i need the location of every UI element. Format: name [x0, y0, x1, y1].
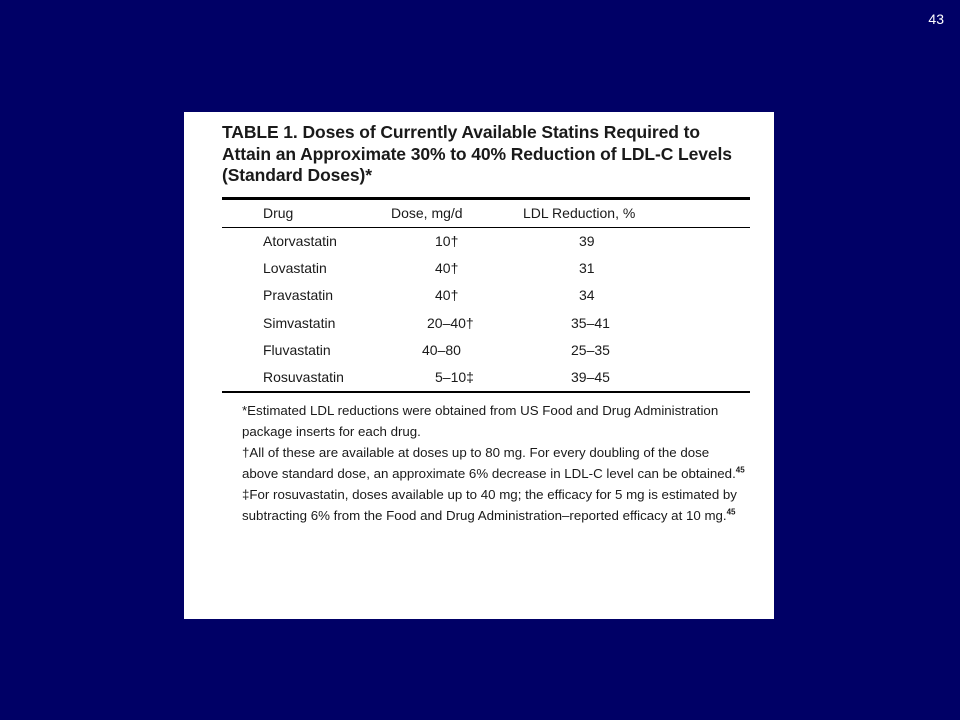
cell-ldl-reduction-value: 34	[579, 287, 595, 304]
cell-dose-value: 20–40†	[427, 314, 474, 331]
cell-ldl-reduction	[523, 309, 750, 336]
cell-ldl-reduction-value: 35–41	[571, 314, 610, 331]
footnote-text: *Estimated LDL reductions were obtained from US Food and Drug Administration package inserts for each drug.	[242, 402, 719, 439]
table-document	[184, 112, 774, 619]
cell-dose-value: 40–80	[422, 341, 461, 358]
statin-table	[222, 200, 750, 391]
cell-ldl-reduction-value: 25–35	[571, 341, 610, 358]
footnote-text: ‡For rosuvastatin, doses available up to 40 mg; the efficacy for 5 mg is estimated by subtracting 6% from the Food and Drug Administration–reported efficacy at 10 mg.	[242, 486, 737, 523]
footnote	[242, 442, 746, 484]
cell-dose	[391, 309, 523, 336]
footnote-reference: 45	[726, 507, 736, 517]
cell-ldl-reduction	[523, 336, 750, 363]
cell-drug: Lovastatin	[263, 260, 327, 277]
cell-ldl-reduction-value: 39–45	[571, 369, 610, 386]
cell-dose	[391, 227, 523, 255]
cell-dose	[391, 282, 523, 309]
footnote	[242, 400, 746, 442]
cell-dose-value: 40†	[435, 287, 459, 304]
table-title-line: Attain an Approximate 30% to 40% Reduction of LDL-C Levels	[222, 143, 732, 164]
cell-dose	[391, 336, 523, 363]
header-drug: Drug	[222, 200, 391, 228]
table-title	[222, 122, 750, 187]
cell-ldl-reduction	[523, 282, 750, 309]
table-footnotes	[222, 400, 750, 526]
table-row	[222, 282, 750, 309]
table-row	[222, 309, 750, 336]
cell-dose	[391, 255, 523, 282]
cell-dose-value: 10†	[435, 233, 459, 250]
table-body	[222, 227, 750, 391]
cell-drug: Fluvastatin	[263, 341, 331, 358]
table-title-line: (Standard Doses)*	[222, 165, 372, 185]
cell-drug: Rosuvastatin	[263, 369, 344, 386]
cell-ldl-reduction-value: 39	[579, 233, 595, 250]
table-title-line: TABLE 1. Doses of Currently Available Statins Required to	[222, 122, 700, 142]
cell-drug: Atorvastatin	[263, 233, 337, 250]
cell-ldl-reduction	[523, 227, 750, 255]
cell-drug: Simvastatin	[263, 314, 336, 331]
table-row	[222, 336, 750, 363]
cell-dose-value: 40†	[435, 260, 459, 277]
cell-ldl-reduction	[523, 255, 750, 282]
header-dose: Dose, mg/d	[391, 200, 523, 228]
cell-ldl-reduction-value: 31	[579, 260, 595, 277]
footnote-reference: 45	[735, 465, 745, 475]
cell-dose	[391, 363, 523, 390]
header-ldl-reduction: LDL Reduction, %	[523, 200, 750, 228]
cell-dose-value: 5–10‡	[435, 369, 474, 386]
table-row	[222, 363, 750, 390]
table-row	[222, 255, 750, 282]
table-row	[222, 227, 750, 255]
slide-number: 43	[928, 11, 944, 27]
cell-ldl-reduction	[523, 363, 750, 390]
footnote-text: †All of these are available at doses up to 80 mg. For every doubling of the dose above standard dose, an approximate 6% decrease in LDL-C level can be obtained.	[242, 444, 736, 481]
statin-table-wrapper	[222, 197, 750, 393]
footnote	[242, 484, 746, 526]
cell-drug: Pravastatin	[263, 287, 334, 304]
table-header-row	[222, 200, 750, 228]
